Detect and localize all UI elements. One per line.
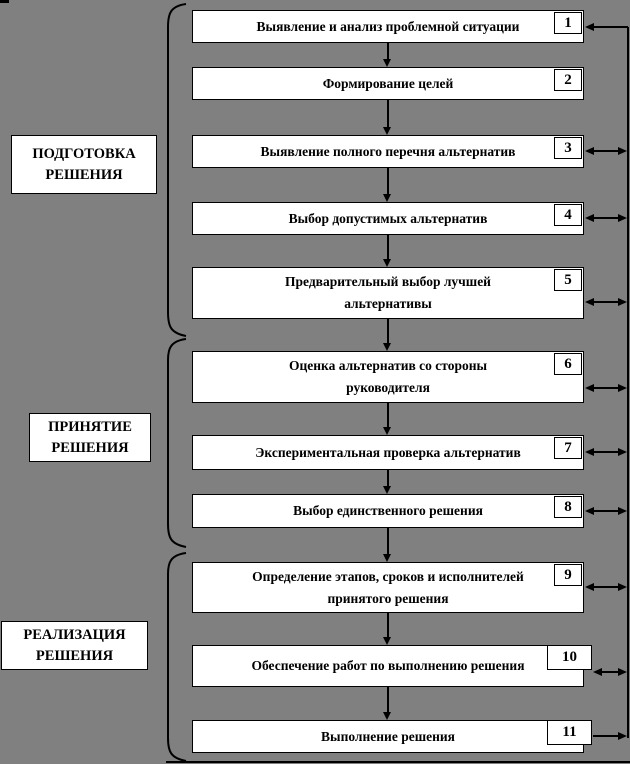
arrow-right-icon (618, 507, 627, 515)
arrow-right-icon (618, 214, 627, 222)
flow-arrow-4-5 (387, 235, 389, 259)
brace-stage-3 (168, 553, 186, 761)
flow-arrow-10-11 (387, 687, 389, 712)
step-number-badge: 11 (547, 720, 592, 745)
step-number-badge: 2 (554, 69, 582, 91)
step-label: Формирование целей (322, 75, 454, 91)
arrow-left-icon (585, 507, 594, 515)
arrow-down-icon (383, 637, 391, 645)
flow-arrow-1-2 (387, 43, 389, 59)
step-label: Выявление полного перечня альтернатив (260, 143, 516, 159)
step-number-badge: 9 (554, 564, 582, 586)
step-number-badge: 5 (554, 269, 582, 291)
feedback-arrow-step-1 (594, 26, 628, 28)
arrow-down-icon (383, 712, 391, 720)
arrow-left-icon (585, 214, 594, 222)
arrow-down-icon (383, 427, 391, 435)
arrow-left-icon (585, 298, 594, 306)
arrow-right-icon (618, 147, 627, 155)
flow-arrow-9-10 (387, 613, 389, 637)
step-number-badge: 7 (554, 437, 582, 459)
stage-label-line: РЕШЕНИЯ (45, 166, 123, 183)
step-label: Выбор единственного решения (293, 503, 483, 518)
double-arrow-step-8 (594, 510, 618, 512)
step-number-badge: 10 (547, 645, 592, 670)
step-number-badge: 8 (554, 496, 582, 518)
stage-box-realization (1, 621, 148, 670)
step-box-1 (192, 10, 584, 43)
step-label: Экспериментальная проверка альтернатив (255, 444, 521, 460)
arrow-right-icon (618, 384, 627, 392)
corner-mark (0, 0, 9, 3)
step-number-badge: 6 (554, 353, 582, 375)
arrow-down-icon (383, 486, 391, 494)
double-arrow-step-4 (594, 217, 618, 219)
stage-label-line: ПРИНЯТИЕ (48, 418, 132, 435)
step-number-badge: 4 (554, 204, 582, 226)
double-arrow-step-3 (594, 150, 618, 152)
step-box-4 (192, 202, 584, 235)
double-arrow-step-10 (602, 671, 618, 673)
step-label: Выявление и анализ проблемной ситуации (256, 18, 520, 34)
double-arrow-step-6 (594, 387, 618, 389)
arrow-down-icon (383, 59, 391, 67)
step-number-badge: 3 (554, 137, 582, 159)
flow-arrow-7-8 (387, 470, 389, 486)
arrow-left-icon (585, 147, 594, 155)
flow-arrow-8-9 (387, 528, 389, 554)
flow-arrow-2-3 (387, 100, 389, 127)
step-box-9 (192, 562, 584, 613)
step-label: Оценка альтернатив со стороны руководителя (288, 358, 488, 395)
stage-box-adoption (29, 413, 151, 462)
arrow-left-icon (593, 668, 602, 676)
double-arrow-step-7 (594, 451, 618, 453)
arrow-down-icon (383, 554, 391, 562)
arrow-left-icon (585, 384, 594, 392)
arrow-right-icon (618, 668, 627, 676)
flow-arrow-6-7 (387, 403, 389, 427)
arrow-right-icon (618, 448, 627, 456)
step-box-10 (192, 645, 584, 687)
feedback-arrow-step-11 (593, 735, 618, 737)
feedback-line (627, 27, 629, 738)
arrow-left-icon (585, 448, 594, 456)
step-box-7 (192, 435, 584, 470)
step-label: Предварительный выбор лучшей альтернативы (285, 274, 491, 311)
step-box-3 (192, 135, 584, 168)
step-box-11 (192, 720, 584, 753)
double-arrow-step-9 (594, 586, 618, 588)
arrow-down-icon (383, 194, 391, 202)
stage-box-preparation (11, 135, 157, 194)
stage-label-line: РЕШЕНИЯ (51, 439, 129, 456)
step-box-6 (192, 351, 584, 403)
step-box-5 (192, 267, 584, 319)
brace-stage-1 (168, 4, 186, 336)
stage-label-line: ПОДГОТОВКА (32, 145, 136, 162)
arrow-right-icon (618, 298, 627, 306)
double-arrow-step-5 (594, 301, 618, 303)
arrow-down-icon (383, 343, 391, 351)
step-label: Обеспечение работ по выполнению решения (251, 658, 525, 673)
arrow-down-icon (383, 127, 391, 135)
arrow-right-icon (618, 732, 627, 740)
flow-arrow-3-4 (387, 168, 389, 194)
stage-label-line: РЕАЛИЗАЦИЯ (23, 626, 126, 643)
step-label: Выполнение решения (321, 728, 455, 744)
arrow-left-icon (585, 23, 594, 31)
bottom-border-line (166, 761, 630, 763)
arrow-left-icon (585, 583, 594, 591)
brace-stage-2 (168, 339, 186, 547)
arrow-down-icon (383, 259, 391, 267)
step-box-2 (192, 67, 584, 100)
step-label: Выбор допустимых альтернатив (288, 210, 488, 226)
step-label: Определение этапов, сроков и исполнителей принятого решения (252, 568, 524, 606)
step-box-8 (192, 494, 584, 528)
step-number-badge: 1 (554, 12, 582, 34)
arrow-right-icon (618, 583, 627, 591)
flow-arrow-5-6 (387, 319, 389, 343)
stage-label-line: РЕШЕНИЯ (35, 647, 114, 664)
